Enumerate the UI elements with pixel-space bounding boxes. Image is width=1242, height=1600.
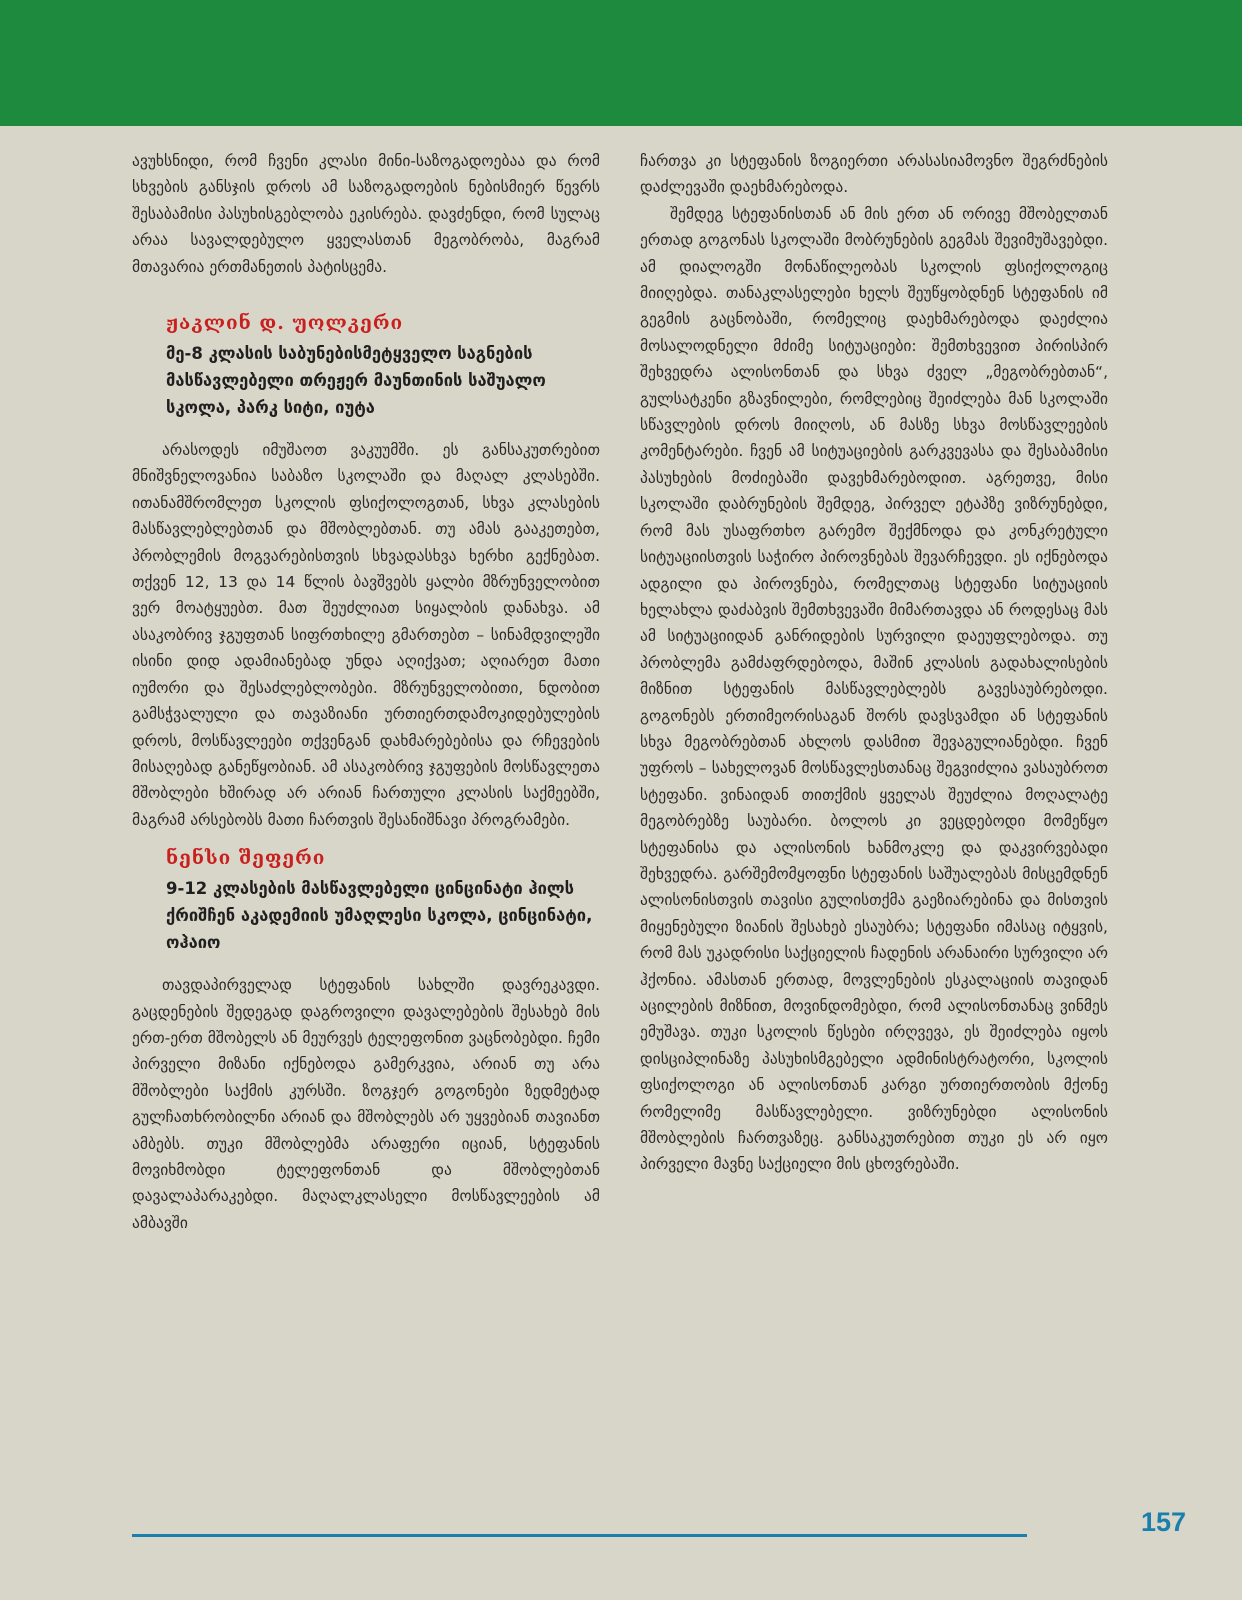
author-name: ნენსი შეფერი bbox=[166, 847, 326, 870]
author-role: მე-8 კლასის საბუნებისმეტყველო საგნების მასწავლებელი თრეჟერ მაუნთინის საშუალო სკოლა, პარკ სიტი, იუტა bbox=[166, 344, 546, 418]
author-name: ჟაკლინ დ. უოლკერი bbox=[166, 312, 404, 335]
author-response: არასოდეს იმუშაოთ ვაკუუმში. ეს განსაკუთრებით მნიშვნელოვანია საბაზო სკოლაში და მაღალ კლასებში. ითანამშრომლეთ სკოლის ფსიქოლოგთან, სხვა კლასების მასწავლებლებთან და მშობლებთან. თუ ამას გააკეთებთ, პრობლემის მოგვარებისთვის სხვადასხვა ხერხი გექნებათ. თქვენ 12, 13 და 14 წლის ბავშვებს ყალბი მზრუნველობით ვერ მოატყუებთ. მათ შეუძლიათ სიყალბის დანახვა. ამ ასაკობრივ ჯგუფთან სიფრთხილე გმართებთ – სინამდვილეში ისინი დიდ ადამიანებად უნდა აღიქვათ; აღიარეთ მათი იუმორი და შესაძლებლობები. მზრუნველობითი, ნდობით გამსჭვალული და თავაზიანი ურთიერთდამოკიდებულების დროს, მოსწავლეები თქვენგან დახმარებებისა და რჩევების მისაღებად განეწყობიან. ამ ასაკობრივ ჯგუფების მოსწავლეთა მშობლები ხშირად არ არიან ჩართული კლასის საქმეებში, მაგრამ არსებობს მათი ჩართვის შესანიშნავი პროგრამები. bbox=[132, 441, 600, 829]
author-response: თავდაპირველად სტეფანის სახლში დავრეკავდი. გაცდენების შედეგად დაგროვილი დავალებების შესახებ მის ერთ-ერთ მშობელს ან მეურვეს ტელეფონით ვაცნობებდი. ჩემი პირველი მიზანი იქნებოდა გამერკვია, არიან თუ არა მშობლები საქმის კურსში. ზოგჯერ გოგონები ზედმეტად გულჩათხრობილნი არიან და მშობლებს არ უყვებიან თავიანთ ამბებს. თუკი მშობლებმა არაფერი იციან, სტეფანის მოვიხმობდი ტელეფონთან და მშობლებთან დავალაპარაკებდი. მაღალკლასელი მოსწავლეების ამ ამბავში bbox=[132, 976, 600, 1232]
author-role: 9-12 კლასების მასწავლებელი ცინცინატი ჰილს ქრიშჩენ აკადემიის უმაღლესი სკოლა, ცინცინატი, ოჰაიო bbox=[166, 879, 593, 953]
intro-paragraph: ავუხსნიდი, რომ ჩვენი კლასი მინი-საზოგადოებაა და რომ სხვების განსჯის დროს ამ საზოგადოების ნებისმიერ წევრს შესაბამისი პასუხისგებლობა ეკისრება. დავძენდი, რომ სულაც არაა სავალდებულო ყველასთან მეგობრობა, მაგრამ მთავარია ერთმანეთის პატისცემა. bbox=[132, 152, 600, 276]
footer-rule bbox=[132, 1534, 1027, 1537]
body-paragraph: შემდეგ სტეფანისთან ან მის ერთ ან ორივე მშობელთან ერთად გოგონას სკოლაში მობრუნების გეგმას შევიმუშავებდი. ამ დიალოგში მონაწილეობას სკოლის ფსიქოლოგიც მიიღებდა. თანაკლასელები ხელს შეუწყობდნენ სტეფანის იმ გეგმის გაცნობაში, რომელიც დაეხმარებოდა დაეძლია მოსალოდნელი მძიმე სიტუაციები: შემთხვევით პირისპირ შეხვედრა ალისონთან და სხვა ძველ „მეგობრებთან“, გულსატკენი გზავნილები, რომლებიც შეიძლება მან სკოლაში სწავლების დროს მიიღოს, ან მასზე სხვა მოსწავლეების კომენტარები. ჩვენ ამ სიტუაციების გარკვევასა და შესაბამისი პასუხების მოძიებაში დავეხმარებოდით. აგრეთვე, მისი სკოლაში დაბრუნების შემდეგ, პირველ ეტაპზე ვიზრუნებდი, რომ მას უსაფრთხო გარემო შექმნოდა და კონკრეტული სიტუაციისთვის საჭირო პიროვნებას შევარჩევდი. ეს იქნებოდა ადგილი და პიროვნება, რომელთაც სტეფანი სიტუაციის ხელახლა დაძაბვის შემთხვევაში მიმართავდა ან როდესაც მას ამ სიტუაციიდან განრიდების სურვილი დაეუფლებოდა. თუ პრობლემა გამძაფრდებოდა, მაშინ კლასის გადახალისების მიზნით სტეფანის მასწავლებლებს გავესაუბრებოდი. გოგონებს ერთიმეორისაგან შორს დავსვამდი ან სტეფანის სხვა მეგობრებთან ახლოს დასმით შევაგულიანებდი. ჩვენ უფროს – სახელოვან მოსწავლესთანაც შეგვიძლია ვასაუბროთ სტეფანი. ვინაიდან თითქმის ყველას შეუძლია მოღალატე მეგობრებზე საუბარი. ბოლოს კი ვეცდებოდი მომეწყო სტეფანისა და ალისონის ხანმოკლე და დაკვირვებადი შეხვედრა. გარშემომყოფნი სტეფანის საშუალებას მისცემდნენ ალისონისთვის თავისი გულისთქმა გაეზიარებინა და მისთვის მიყენებული ზიანის შესახებ ესაუბრა; სტეფანი იმასაც იტყვის, რომ მას უკადრისი საქციელის ჩადენის არანაირი სურვილი არ ჰქონია. ამასთან ერთად, მოვლენების ესკალაციის თავიდან აცილების მიზნით, მოვინდომებდი, რომ ალისონთანაც ვინმეს ემუშავა. თუკი სკოლის წესები ირღვევა, ეს შეიძლება იყოს დისციპლინაზე პასუხისმგებელი ადმინისტრატორი, სკოლის ფსიქოლოგი ან ალისონთან კარგი ურთიერთობის მქონე რომელიმე მასწავლებელი. ვიზრუნებდი ალისონის მშობლების ჩართვაზეც. განსაკუთრებით თუკი ეს არ იყო პირველი მავნე საქციელი მის ცხოვრებაში. bbox=[640, 204, 1108, 1174]
page-number: 157 bbox=[1140, 1507, 1186, 1537]
header-band bbox=[0, 0, 1242, 126]
body-paragraph: ჩართვა კი სტეფანის ზოგიერთი არასასიამოვნო შეგრძნების დაძლევაში დაეხმარებოდა. bbox=[640, 152, 1108, 197]
left-column bbox=[132, 148, 600, 1236]
right-column bbox=[640, 148, 1108, 1178]
